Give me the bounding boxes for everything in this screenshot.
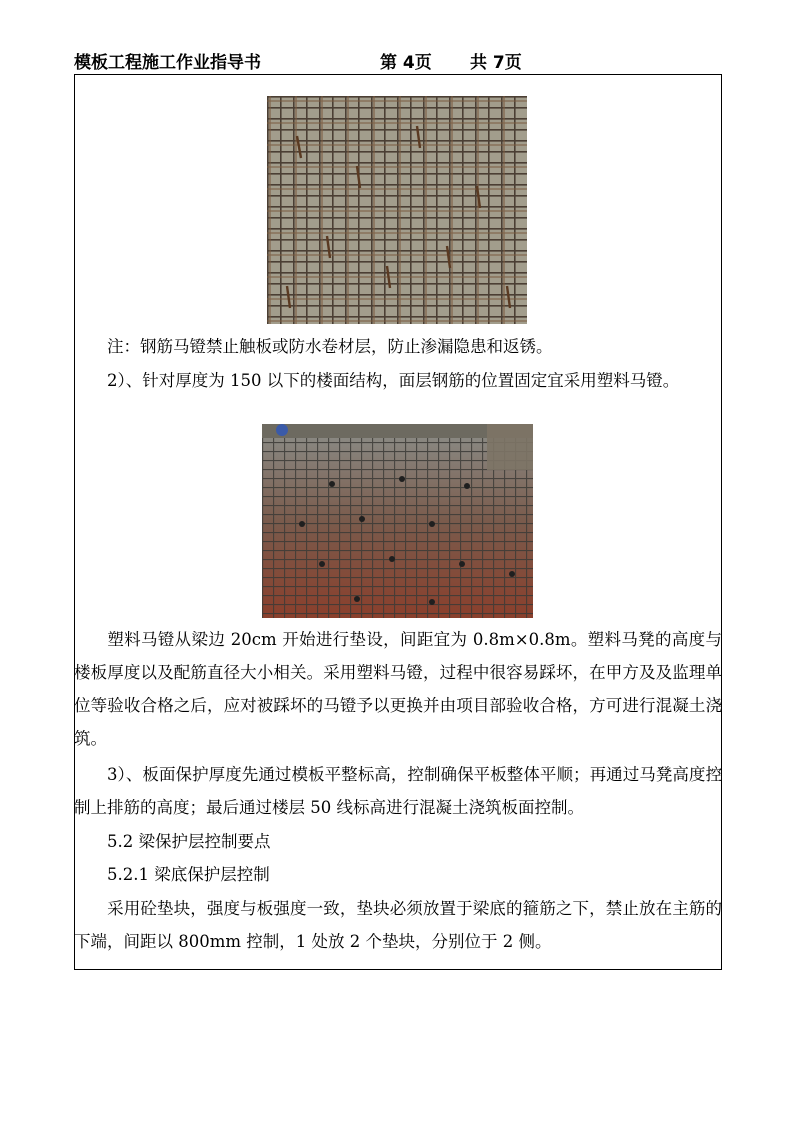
page-number: 第 4页 <box>380 53 432 73</box>
item-2-text: 2）、针对厚度为 150 以下的楼面结构，面层钢筋的位置固定宜采用塑料马镫。 <box>107 371 680 390</box>
item-3-text: 3）、板面保护厚度先通过模板平整标高，控制确保平板整体平顺；再通过马凳高度控制上排筋的高度；最后通过楼层 50 线标高进行混凝土浇筑板面控制。 <box>74 765 722 817</box>
section-5-2-text: 5.2 梁保护层控制要点 <box>107 832 271 851</box>
item-2-paragraph <box>74 364 722 397</box>
item-3-paragraph <box>74 758 722 824</box>
document-title: 模板工程施工作业指导书 <box>74 53 261 73</box>
page-total: 共 7页 <box>470 53 522 73</box>
section-5-2-1-text: 5.2.1 梁底保护层控制 <box>107 865 270 884</box>
rebar-chair-photo <box>267 96 527 324</box>
beam-bottom-paragraph <box>74 892 722 958</box>
section-5-2-heading <box>74 825 722 858</box>
note-text: 注：钢筋马镫禁止触板或防水卷材层，防止渗漏隐患和返锈。 <box>107 337 553 356</box>
plastic-chair-paragraph <box>74 623 722 755</box>
beam-bottom-text: 采用砼垫块，强度与板强度一致，垫块必须放置于梁底的箍筋之下，禁止放在主筋的下端，间距以 800mm 控制，1 处放 2 个垫块，分别位于 2 侧。 <box>74 899 722 951</box>
note-paragraph <box>74 330 722 363</box>
section-5-2-1-heading <box>74 858 722 891</box>
page-header <box>74 48 724 74</box>
plastic-chair-photo <box>262 424 533 618</box>
plastic-chair-text: 塑料马镫从梁边 20cm 开始进行垫设，间距宜为 0.8m×0.8m。塑料马凳的高度与楼板厚度以及配筋直径大小相关。采用塑料马镫，过程中很容易踩坏，在甲方及及监理单位等验收合格之后，应对被踩坏的马镫予以更换并由项目部验收合格，方可进行混凝土浇筑。 <box>74 630 722 748</box>
